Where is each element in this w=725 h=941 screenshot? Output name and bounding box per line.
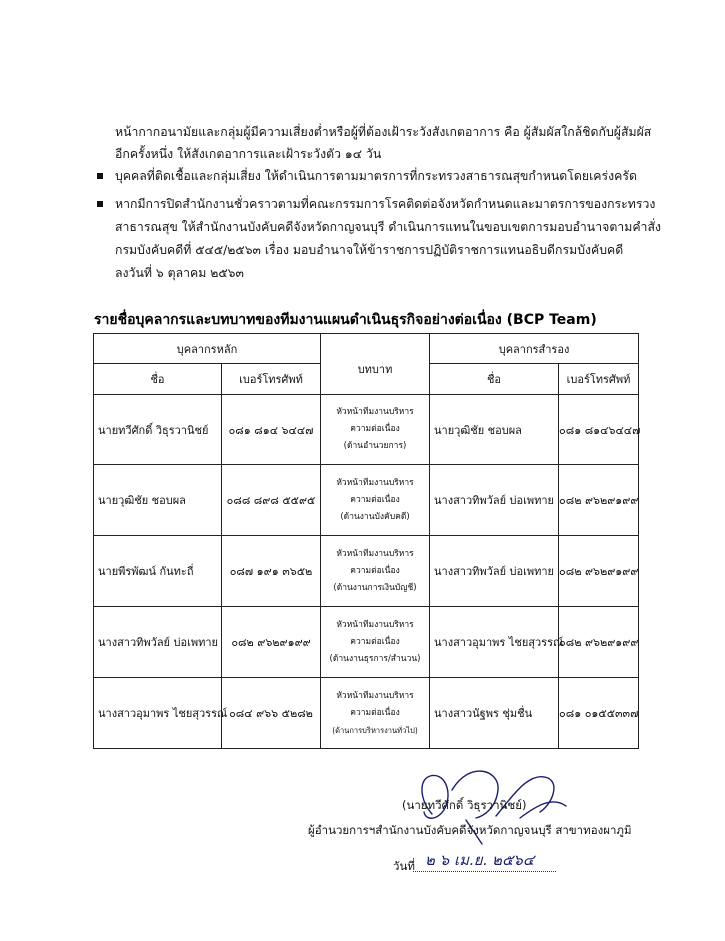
bcp-team-table <box>93 333 639 749</box>
role-line: หัวหน้าทีมงานบริหาร <box>336 548 414 559</box>
table-row <box>94 536 639 607</box>
role-line: ความต่อเนื่อง <box>350 424 400 434</box>
backup-phone: ๐๘๒ ๙๖๒๙๑๙๙ <box>559 607 639 678</box>
backup-phone: ๐๘๒ ๙๖๒๙๑๙๙ <box>559 536 639 607</box>
primary-name: นางสาวอุมาพร ไชยสุวรรณ์ <box>94 678 222 749</box>
signatory-name: (นายทวีศักดิ์ วิธุรวานิชย์) <box>402 798 527 812</box>
signatory-title: ผู้อำนวยการฯสำนักงานบังคับคดีจังหวัดกาญจนบุรี สาขาทองผาภูมิ <box>308 823 632 837</box>
backup-name: นางสาวนัฐพร ชุ่มชื่น <box>430 678 559 749</box>
backup-name: นางสาวอุมาพร ไชยสุวรรณ์ <box>430 607 559 678</box>
role-line: (ด้านการบริหารงานทั่วไป) <box>332 725 418 735</box>
paragraph-line: อีกครั้งหนึ่ง ให้สังเกตอาการและเฝ้าระวังตัว ๑๔ วัน <box>115 147 382 161</box>
role-line: (ด้านงานการเงินบัญชี) <box>333 582 417 593</box>
role-line: หัวหน้าทีมงานบริหาร <box>336 619 414 630</box>
date-label: วันที่ <box>393 859 415 873</box>
table-row <box>94 678 639 749</box>
header-backup-name: ชื่อ <box>430 364 559 395</box>
role-line: ความต่อเนื่อง <box>350 494 400 505</box>
table-row <box>94 607 639 678</box>
backup-name: นางสาวทิพวัลย์ บ่อเพทาย <box>430 465 559 536</box>
bullet-square-icon <box>97 201 103 207</box>
backup-phone: ๐๘๒ ๙๖๒๙๑๙๙ <box>559 465 639 536</box>
primary-phone: ๐๘๒ ๙๖๒๙๑๙๙ <box>222 607 321 678</box>
header-phone: เบอร์โทรศัพท์ <box>222 364 321 395</box>
table-heading: รายชื่อบุคลากรและบทบาทของทีมงานแผนดำเนินธุรกิจอย่างต่อเนื่อง (BCP Team) <box>94 312 597 328</box>
role-line: ความต่อเนื่อง <box>350 636 400 647</box>
bullet-text: กรมบังคับคดีที่ ๕๔๕/๒๕๖๓ เรื่อง มอบอำนาจให้ข้าราชการปฏิบัติราชการแทนอธิบดีกรมบังคับคดี <box>115 243 624 257</box>
primary-phone: ๐๘๗ ๑๙๑ ๓๖๕๒ <box>222 536 321 607</box>
bullet-text: หากมีการปิดสำนักงานชั่วคราวตามที่คณะกรรมการโรคติดต่อจังหวัดกำหนดและมาตรการของกระทรวง <box>115 197 656 211</box>
primary-phone: ๐๘๘ ๘๙๘ ๕๕๙๕ <box>222 465 321 536</box>
backup-name: นายวุฒิชัย ชอบผล <box>430 395 559 465</box>
backup-phone: ๐๘๑ ๘๑๔๖๔๔๗ <box>559 395 639 465</box>
backup-name: นางสาวทิพวัลย์ บ่อเพทาย <box>430 536 559 607</box>
header-role: บทบาท <box>321 334 430 395</box>
role-line: (ด้านงานธุรการ/สำนวน) <box>329 653 421 664</box>
header-primary-staff: บุคลากรหลัก <box>94 334 321 364</box>
primary-name: นายพีรพัฒน์ กันทะถี่ <box>94 536 222 607</box>
handwritten-date: ๒ ๖ เม.ย. ๒๕๖๔ <box>425 851 535 869</box>
header-name: ชื่อ <box>94 364 222 395</box>
table-row <box>94 465 639 536</box>
bullet-text: สาธารณสุข ให้สำนักงานบังคับคดีจังหวัดกาญจนบุรี ดำเนินการแทนในขอบเขตการมอบอำนาจตามคำสั่ง <box>115 220 661 234</box>
role-cell <box>321 465 430 536</box>
bullet-text: ลงวันที่ ๖ ตุลาคม ๒๕๖๓ <box>115 266 244 280</box>
role-line: หัวหน้าทีมงานบริหาร <box>336 407 414 417</box>
primary-name: นายวุฒิชัย ชอบผล <box>94 465 222 536</box>
role-line: ความต่อเนื่อง <box>350 707 400 718</box>
header-backup-phone: เบอร์โทรศัพท์ <box>559 364 639 395</box>
bullet-text: บุคคลที่ติดเชื้อและกลุ่มเสี่ยง ให้ดำเนินการตามมาตรการที่กระทรวงสาธารณสุขกำหนดโดยเคร่งครัด <box>115 169 637 183</box>
table-row <box>94 395 639 465</box>
role-cell <box>321 678 430 749</box>
header-backup-staff: บุคลากรสำรอง <box>430 334 639 364</box>
paragraph-line: หน้ากากอนามัยและกลุ่มผู้มีความเสี่ยงต่ำหรือผู้ที่ต้องเฝ้าระวังสังเกตอาการ คือ ผู้สัมผัสใกล้ชิดกับผู้สัมผัส <box>115 125 652 139</box>
backup-phone: ๐๘๑ ๐๑๕๕๓๓๗ <box>559 678 639 749</box>
role-line: หัวหน้าทีมงานบริหาร <box>336 477 414 488</box>
bullet-square-icon <box>97 173 103 179</box>
role-cell <box>321 395 430 465</box>
role-line: ความต่อเนื่อง <box>350 565 400 576</box>
role-line: (ด้านอำนวยการ) <box>343 441 407 451</box>
role-cell <box>321 607 430 678</box>
role-line: หัวหน้าทีมงานบริหาร <box>336 690 414 701</box>
primary-name: นายทวีศักดิ์ วิธุรวานิชย์ <box>94 395 222 465</box>
primary-phone: ๐๘๑ ๘๑๔ ๖๔๔๗ <box>222 395 321 465</box>
primary-phone: ๐๘๔ ๙๖๖ ๕๒๘๒ <box>222 678 321 749</box>
role-line: (ด้านงานบังคับคดี) <box>340 511 410 522</box>
role-cell <box>321 536 430 607</box>
primary-name: นางสาวทิพวัลย์ บ่อเพทาย <box>94 607 222 678</box>
